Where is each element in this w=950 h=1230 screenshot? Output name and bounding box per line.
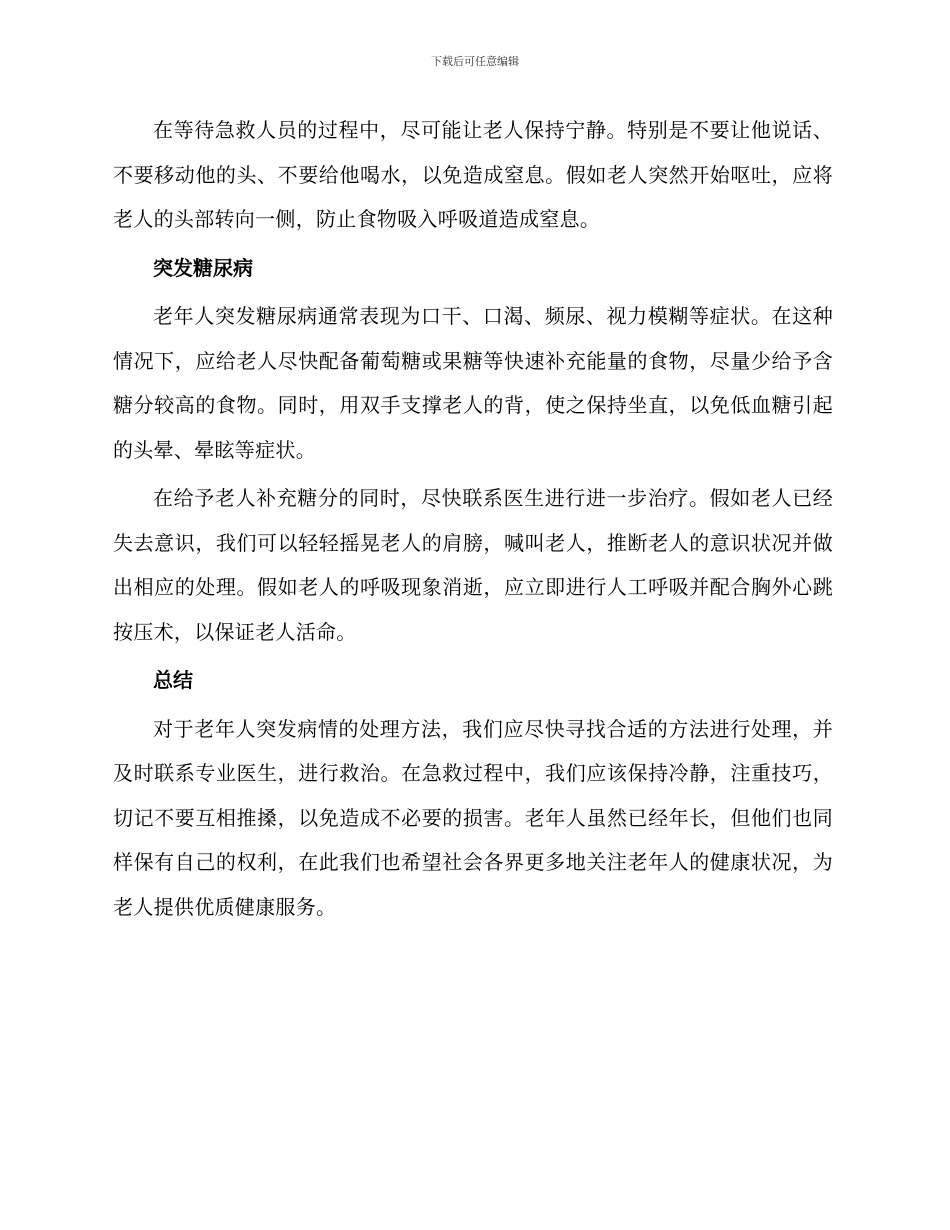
diabetes-paragraph-2: 在给予老人补充糖分的同时，尽快联系医生进行进一步治疗。假如老人已经失去意识，我们可以轻轻摇晃老人的肩膀，喊叫老人，推断老人的意识状况并做出相应的处理。假如老人的呼吸现象消逝，应立即进行人工呼吸并配合胸外心跳按压术，以保证老人活命。: [113, 486, 833, 644]
summary-paragraph: 对于老年人突发病情的处理方法，我们应尽快寻找合适的方法进行处理，并及时联系专业医生，进行救治。在急救过程中，我们应该保持冷静，注重技巧，切记不要互相推搡，以免造成不必要的损害。老年人虽然已经年长，但他们也同样保有自己的权利，在此我们也希望社会各界更多地关注老年人的健康状况，为老人提供优质健康服务。: [113, 716, 833, 919]
document-body: [113, 108, 833, 933]
intro-paragraph: 在等待急救人员的过程中，尽可能让老人保持宁静。特别是不要让他说话、不要移动他的头、不要给他喝水，以免造成窒息。假如老人突然开始呕吐，应将老人的头部转向一侧，防止食物吸入呼吸道造成窒息。: [113, 118, 833, 231]
page-header: 下载后可任意编辑: [431, 55, 519, 68]
diabetes-paragraph-1: 老年人突发糖尿病通常表现为口干、口渴、频尿、视力模糊等症状。在这种情况下，应给老人尽快配备葡萄糖或果糖等快速补充能量的食物，尽量少给予含糖分较高的食物。同时，用双手支撑老人的背，使之保持坐直，以免低血糖引起的头晕、晕眩等症状。: [113, 304, 833, 462]
diabetes-heading: 突发糖尿病: [153, 255, 253, 280]
summary-heading: 总结: [153, 668, 193, 692]
